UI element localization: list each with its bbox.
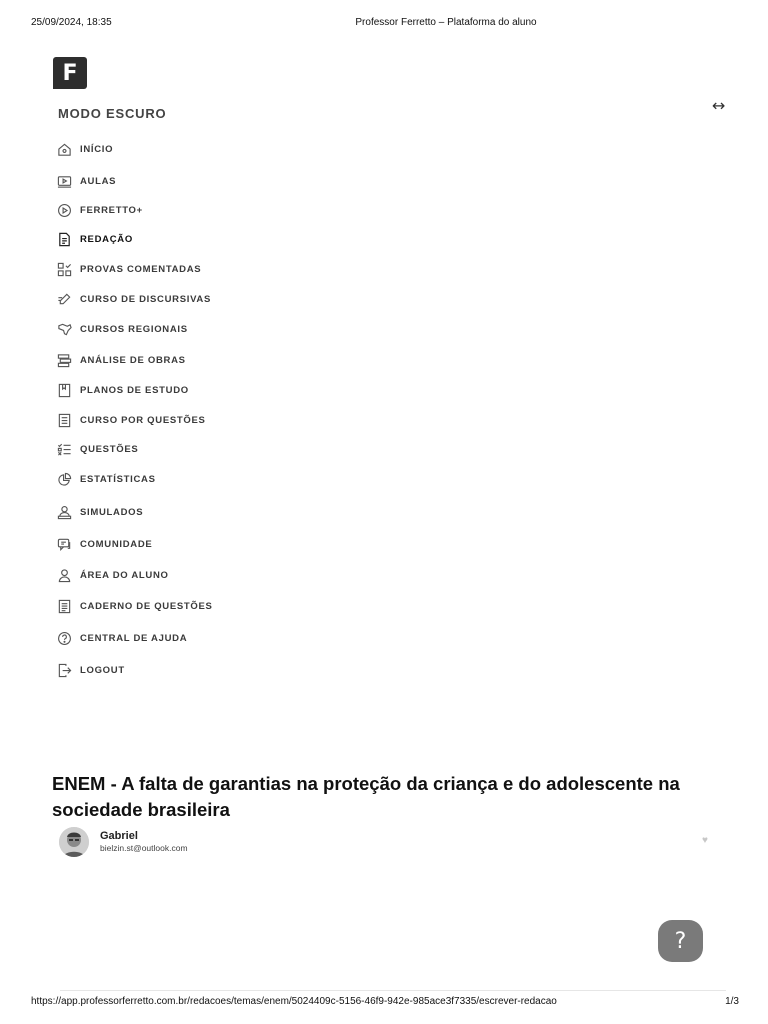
sidebar-item-inicio[interactable] <box>56 139 113 159</box>
print-page-title: Professor Ferretto – Plataforma do aluno <box>355 17 537 28</box>
sidebar-item-planos-de-estudo[interactable] <box>56 380 189 400</box>
print-datetime: 25/09/2024, 18:35 <box>31 17 112 28</box>
help-circle-icon <box>56 630 72 646</box>
print-footer <box>0 996 768 1010</box>
sidebar-item-label: SIMULADOS <box>80 506 144 518</box>
sidebar-item-label: ÁREA DO ALUNO <box>80 569 169 581</box>
author-info <box>59 827 188 857</box>
books-icon <box>56 352 72 368</box>
print-page-number: 1/3 <box>725 996 739 1007</box>
avatar <box>59 827 89 857</box>
sidebar-item-label: CADERNO DE QUESTÕES <box>80 600 213 612</box>
sidebar-item-label: ESTATÍSTICAS <box>80 473 156 485</box>
sidebar-item-label: CURSO DE DISCURSIVAS <box>80 293 212 305</box>
sidebar-item-provas-comentadas[interactable] <box>56 259 201 279</box>
sidebar-item-label: PLANOS DE ESTUDO <box>80 384 189 396</box>
sidebar-item-label: CENTRAL DE AJUDA <box>80 632 188 644</box>
sidebar-item-cursos-regionais[interactable] <box>56 319 188 339</box>
home-icon <box>56 141 72 157</box>
sidebar-item-label: REDAÇÃO <box>80 233 133 245</box>
sidebar-item-label: COMUNIDADE <box>80 538 153 550</box>
sidebar-item-label: CURSO POR QUESTÕES <box>80 414 206 426</box>
sidebar-item-logout[interactable] <box>56 660 125 680</box>
sidebar-item-curso-de-discursivas[interactable] <box>56 289 211 309</box>
divider <box>60 990 726 991</box>
sidebar-item-label: QUESTÕES <box>80 443 139 455</box>
sidebar-item-curso-por-questoes[interactable] <box>56 410 206 430</box>
play-circle-icon <box>56 202 72 218</box>
sidebar-item-comunidade[interactable] <box>56 534 152 554</box>
sidebar-item-label: PROVAS COMENTADAS <box>80 263 202 275</box>
grid-check-icon <box>56 261 72 277</box>
sidebar-item-label: LOGOUT <box>80 664 125 676</box>
author-email: bielzin.st@outlook.com <box>100 843 188 853</box>
video-icon <box>56 173 72 189</box>
map-icon <box>56 321 72 337</box>
pie-chart-icon <box>56 471 72 487</box>
logo-letter: F <box>62 60 78 86</box>
pen-icon <box>56 291 72 307</box>
print-header <box>0 17 768 31</box>
heart-icon[interactable]: ♥ <box>702 835 708 846</box>
sidebar-item-analise-de-obras[interactable] <box>56 350 186 370</box>
sidebar-item-label: FERRETTO+ <box>80 204 143 216</box>
sidebar-item-central-de-ajuda[interactable] <box>56 628 187 648</box>
sidebar-item-label: CURSOS REGIONAIS <box>80 323 188 335</box>
dark-mode-toggle[interactable]: MODO ESCURO <box>58 106 167 121</box>
document-icon <box>56 231 72 247</box>
sidebar-item-label: AULAS <box>80 175 117 187</box>
sidebar-item-label: INÍCIO <box>80 143 114 155</box>
logout-icon <box>56 662 72 678</box>
essay-title: ENEM - A falta de garantias na proteção da criança e do adolescente na sociedade brasileira <box>52 773 680 820</box>
notebook-icon <box>56 598 72 614</box>
sidebar-item-questoes[interactable] <box>56 439 138 459</box>
sidebar-item-redacao[interactable] <box>56 229 133 249</box>
chat-icon <box>56 536 72 552</box>
sidebar-item-caderno-de-questoes[interactable] <box>56 596 213 616</box>
ferretto-logo[interactable] <box>53 57 87 89</box>
sidebar-item-area-do-aluno[interactable] <box>56 565 169 585</box>
expand-sidebar-icon[interactable]: ↔ <box>712 96 726 115</box>
user-icon <box>56 567 72 583</box>
sidebar-item-ferretto-plus[interactable] <box>56 200 143 220</box>
sidebar-item-label: ANÁLISE DE OBRAS <box>80 354 186 366</box>
student-icon <box>56 504 72 520</box>
author-name: Gabriel <box>100 830 138 842</box>
help-chat-button[interactable]: ? <box>658 920 703 962</box>
sidebar-item-aulas[interactable] <box>56 171 116 191</box>
print-url: https://app.professorferretto.com.br/redacoes/temas/enem/5024409c-5156-46f9-942e-985ace3f7335/escrever-redacao <box>31 996 557 1007</box>
checklist-icon <box>56 441 72 457</box>
sidebar-item-simulados[interactable] <box>56 502 143 522</box>
list-box-icon <box>56 412 72 428</box>
bookmark-icon <box>56 382 72 398</box>
sidebar-item-estatisticas[interactable] <box>56 469 156 489</box>
